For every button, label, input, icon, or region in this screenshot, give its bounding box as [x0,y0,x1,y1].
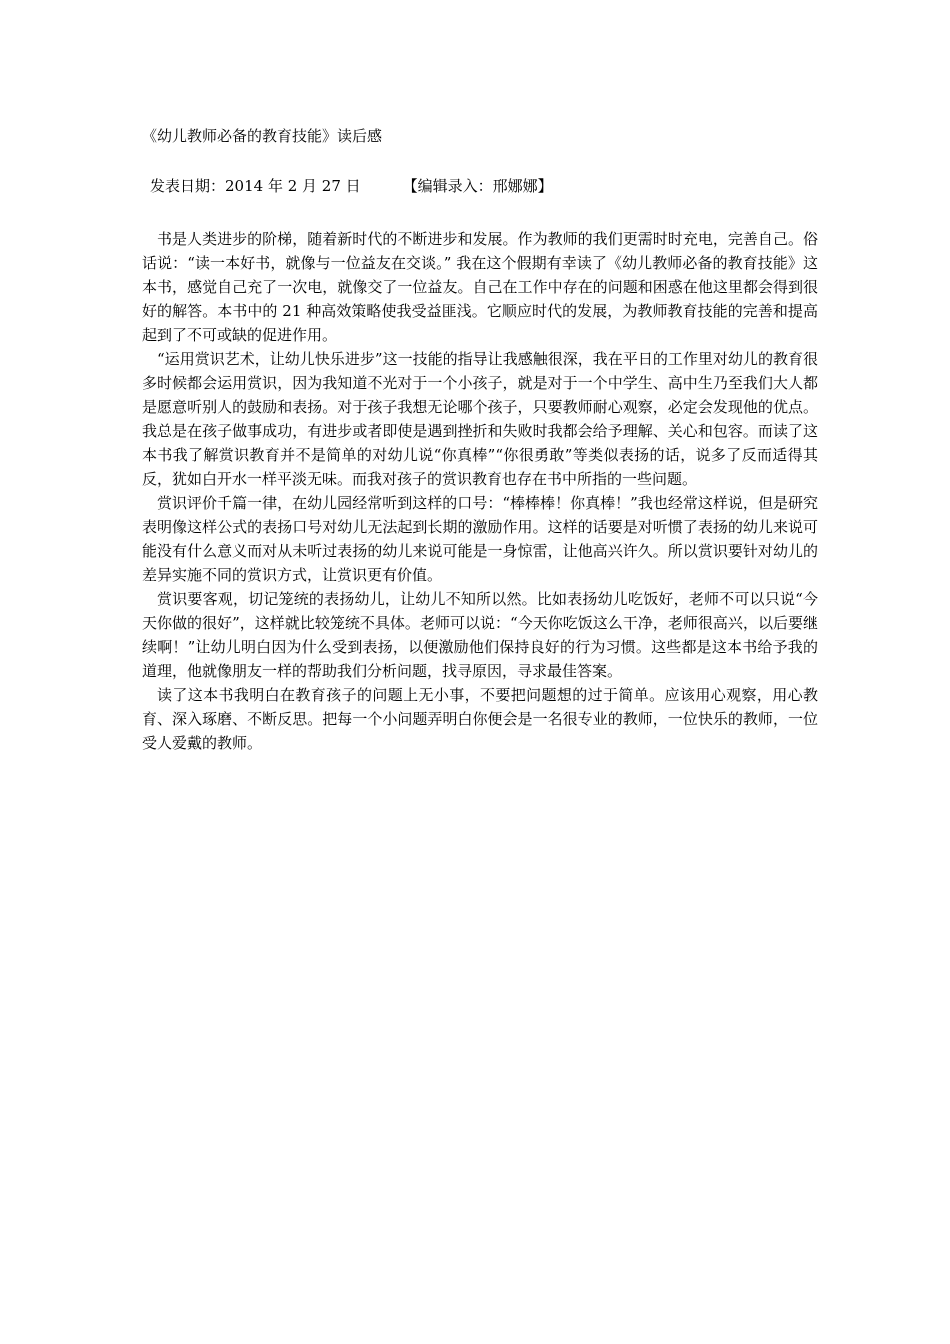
paragraph: 赏识评价千篇一律，在幼儿园经常听到这样的口号：“棒棒棒！你真棒！”我也经常这样说，但是研究表明像这样公式的表扬口号对幼儿无法起到长期的激励作用。这样的话要是对听惯了表扬的幼儿来说可能没有什么意义而对从未听过表扬的幼儿来说可能是一身惊雷，让他高兴许久。所以赏识要针对幼儿的差异实施不同的赏识方式，让赏识更有价值。 [142,494,818,584]
document-body [142,227,818,755]
paragraph: “运用赏识艺术，让幼儿快乐进步”这一技能的指导让我感触很深，我在平日的工作里对幼儿的教育很多时候都会运用赏识，因为我知道不光对于一个小孩子，就是对于一个中学生、高中生乃至我们大人都是愿意听别人的鼓励和表扬。对于孩子我想无论哪个孩子，只要教师耐心观察，必定会发现他的优点。我总是在孩子做事成功，有进步或者即使是遇到挫折和失败时我都会给予理解、关心和包容。而读了这本书我了解赏识教育并不是简单的对幼儿说“你真棒”“你很勇敢”等类似表扬的话，说多了反而适得其反，犹如白开水一样平淡无味。而我对孩子的赏识教育也存在书中所指的一些问题。 [142,350,818,488]
document-meta [150,175,553,197]
editor-credit: 【编辑录入：邢娜娜】 [402,177,553,195]
document-title: 《幼儿教师必备的教育技能》读后感 [142,127,383,145]
paragraph: 读了这本书我明白在教育孩子的问题上无小事，不要把问题想的过于简单。应该用心观察，用心教育、深入琢磨、不断反思。把每一个小问题弄明白你便会是一名很专业的教师，一位快乐的教师，一位受人爱戴的教师。 [142,686,818,752]
paragraph: 书是人类进步的阶梯，随着新时代的不断进步和发展。作为教师的我们更需时时充电，完善自己。俗话说：“读一本好书，就像与一位益友在交谈。” 我在这个假期有幸读了《幼儿教师必备的教育技能》这本书，感觉自己充了一次电，就像交了一位益友。自己在工作中存在的问题和困惑在他这里都会得到很好的解答。本书中的 21 种高效策略使我受益匪浅。它顺应时代的发展，为教师教育技能的完善和提高起到了不可或缺的促进作用。 [142,230,818,344]
paragraph: 赏识要客观，切记笼统的表扬幼儿，让幼儿不知所以然。比如表扬幼儿吃饭好，老师不可以只说“今天你做的很好”，这样就比较笼统不具体。老师可以说：“今天你吃饭这么干净，老师很高兴，以后要继续啊！”让幼儿明白因为什么受到表扬，以便激励他们保持良好的行为习惯。这些都是这本书给予我的道理，他就像朋友一样的帮助我们分析问题，找寻原因，寻求最佳答案。 [142,590,818,680]
publish-date: 发表日期：2014 年 2 月 27 日 [150,177,361,195]
